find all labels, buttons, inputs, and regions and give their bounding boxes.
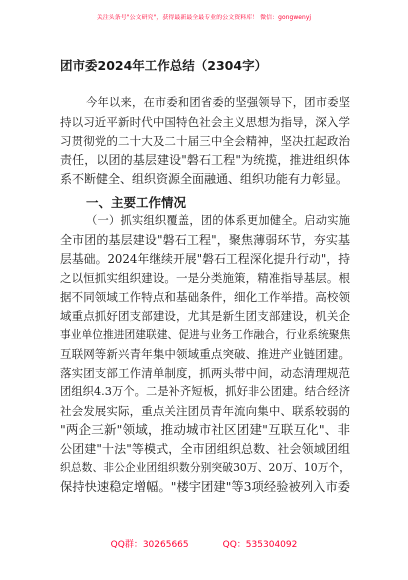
body-line: "两企三新"领域，推动城市社区团建"互联互化"、非 xyxy=(60,422,350,437)
body-line: 层基础。2024年继续开展"磐石工程深化提升行动"，持 xyxy=(60,252,350,266)
section-heading: 一、主要工作情况 xyxy=(86,195,187,210)
body-line: 保持快速稳定增幅。"楼宇团建"等3项经验被列入市委 xyxy=(60,480,350,494)
body-line: 落实团支部工作清单制度，抓两头带中间，动态清理规范 xyxy=(60,366,350,380)
header-banner: 关注头条号"公文研究"，获得最新最全最专业的公文资料库！ 微信：gongwenyj xyxy=(96,15,312,21)
footer-contact xyxy=(0,537,408,550)
footer-qq-group: QQ群：30265665 xyxy=(110,540,189,550)
body-line: 全市团的基层建设"磐石工程"，聚焦薄弱环节，夯实基 xyxy=(60,233,350,247)
body-line: 事业单位推进团建联建、促进与业务工作融合，行业系统聚焦 xyxy=(60,328,351,341)
intro-line: 责任，以团的基层建设"磐石工程"为统揽，推进组织体 xyxy=(60,153,350,167)
footer-qq: QQ：535304092 xyxy=(222,540,298,550)
intro-line: 持以习近平新时代中国特色社会主义思想为指导，深入学 xyxy=(60,115,350,129)
body-line: 互联网等新兴青年集中领域重点突破、推进产业链团建。 xyxy=(60,347,350,361)
intro-line: 系不断健全、组织资源全面融通、组织功能有力彰显。 xyxy=(60,172,349,186)
body-line: 据不同领域工作特点和基础条件，细化工作举措。高校领 xyxy=(60,290,350,304)
body-line: 社会发展实际，重点关注团员青年流向集中、联系较弱的 xyxy=(60,404,350,418)
body-line: 域重点抓好团支部建设，尤其是新生团支部建设，机关企 xyxy=(60,309,350,323)
intro-line: 习贯彻党的二十大及二十届三中全会精神，坚决扛起政治 xyxy=(60,134,350,148)
intro-line: 今年以来，在市委和团省委的坚强领导下，团市委坚 xyxy=(86,96,350,109)
body-line: 之以恒抓实组织建设。一是分类施策，精准指导基层。根 xyxy=(60,271,350,285)
body-line: （一）抓实组织覆盖，团的体系更加健全。启动实施 xyxy=(86,214,350,227)
body-line: 公团建"十法"等模式，全市团组织总数、社会领域团组 xyxy=(60,442,350,456)
body-line: 织总数、非公企业团组织数分别突破30万、20万、10万个， xyxy=(60,461,350,474)
document-title: 团市委2024年工作总结（2304字） xyxy=(60,58,268,73)
body-line: 团组织4.3万个。二是补齐短板，抓好非公团建。结合经济 xyxy=(60,385,350,398)
